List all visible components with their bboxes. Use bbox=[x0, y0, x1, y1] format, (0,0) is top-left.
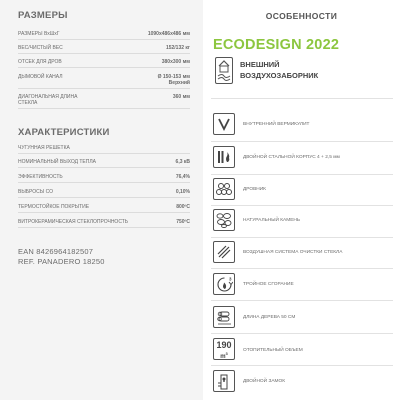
characteristics-title: ХАРАКТЕРИСТИКИ bbox=[18, 127, 110, 138]
triple-combustion-icon bbox=[213, 273, 235, 295]
char-value: 750ºС bbox=[176, 219, 190, 225]
divider bbox=[211, 174, 393, 175]
spec-value: Ø 150-153 мм bbox=[157, 74, 190, 80]
divider bbox=[18, 197, 190, 198]
dimensions-title: РАЗМЕРЫ bbox=[18, 10, 68, 21]
divider bbox=[18, 108, 190, 109]
char-label: ЧУГУННАЯ РЕШЕТКА bbox=[18, 145, 70, 151]
feature-label: ВОЗДУШНАЯ СИСТЕМА ОЧИСТКИ СТЕКЛА bbox=[243, 250, 343, 255]
ean-code: EAN 8426964182507 bbox=[18, 247, 94, 256]
divider bbox=[211, 141, 393, 142]
char-value: 6,3 кВ bbox=[175, 159, 190, 165]
glass-cleaning-icon bbox=[213, 241, 235, 263]
feature-label: ДРОВНИК bbox=[243, 187, 266, 192]
char-value: 0,10% bbox=[175, 189, 190, 195]
spec-label: ВЕС/ЧИСТЫЙ ВЕС bbox=[18, 45, 63, 51]
divider bbox=[211, 205, 393, 206]
double-steel-body-icon bbox=[213, 146, 235, 168]
divider bbox=[18, 153, 190, 154]
spec-value-secondary: Верхний bbox=[168, 80, 190, 86]
spec-label: РАЗМЕРЫ ВхШхГ bbox=[18, 31, 60, 37]
divider bbox=[211, 365, 393, 366]
divider bbox=[18, 167, 190, 168]
ref-code: REF. PANADERO 18250 bbox=[18, 257, 105, 266]
feature-label: ТРОЙНОЕ СГОРАНИЕ bbox=[243, 282, 294, 287]
feature-label: ДВОЙНОЙ ЗАМОК bbox=[243, 379, 286, 384]
spec-value: 360 мм bbox=[172, 94, 190, 100]
features-title: ОСОБЕННОСТИ bbox=[265, 11, 338, 21]
spec-label: ДЫМОВОЙ КАНАЛ bbox=[18, 74, 63, 80]
external-air-line1: ВНЕШНИЙ bbox=[240, 60, 280, 69]
char-label: ТЕРМОСТОЙКОЕ ПОКРЫТИЕ bbox=[18, 204, 90, 210]
feature-label: ДВОЙНОЙ СТАЛЬНОЙ КОРПУС 4 + 2,5 мм bbox=[243, 155, 340, 160]
char-label: ВЫБРОСЫ СО bbox=[18, 189, 53, 195]
volume-unit: $m^3$ bbox=[220, 351, 228, 360]
char-label: ЭФФЕКТИВНОСТЬ bbox=[18, 174, 63, 180]
spec-value: 380х300 мм bbox=[161, 59, 190, 65]
spec-value: 152/132 кг bbox=[165, 45, 190, 51]
divider bbox=[18, 212, 190, 213]
ecodesign-label: ECODESIGN 2022 bbox=[213, 37, 340, 53]
feature-label: ВНУТРЕННИЙ ВЕРМИКУЛИТ bbox=[243, 122, 310, 127]
char-label: НОМИНАЛЬНЫЙ ВЫХОД ТЕПЛА bbox=[18, 159, 96, 165]
volume-value: 190 bbox=[216, 340, 232, 350]
divider bbox=[211, 333, 393, 334]
divider bbox=[18, 227, 190, 228]
triple-count: 3 bbox=[228, 276, 232, 281]
spec-label: ДИАГОНАЛЬНАЯ ДЛИНА bbox=[18, 94, 78, 100]
heating-volume-icon bbox=[213, 338, 235, 360]
divider bbox=[18, 53, 190, 54]
features-panel bbox=[203, 0, 400, 400]
feature-label: НАТУРАЛЬНЫЙ КАМЕНЬ bbox=[243, 218, 301, 223]
divider bbox=[18, 182, 190, 183]
spec-value: 1090х486х486 мм bbox=[147, 31, 190, 37]
spec-label: ОТСЕК ДЛЯ ДРОВ bbox=[18, 59, 62, 65]
divider bbox=[211, 300, 393, 301]
external-air-label bbox=[240, 59, 318, 81]
divider bbox=[18, 88, 190, 89]
feature-label: ДЛИНА ДЕРЕВА 50 СМ bbox=[243, 315, 296, 320]
divider bbox=[211, 268, 393, 269]
char-label: ВИТРОКЕРАМИЧЕСКАЯ СТЕКЛОПРОЧНОСТЬ bbox=[18, 219, 129, 225]
vermiculite-icon bbox=[213, 113, 235, 135]
divider bbox=[211, 237, 393, 238]
double-lock-icon bbox=[213, 370, 235, 392]
log-length-icon bbox=[213, 306, 235, 328]
divider bbox=[211, 98, 393, 99]
wood-store-icon bbox=[213, 178, 235, 200]
feature-label: ОТОПИТЕЛЬНЫЙ ОБЪЕМ bbox=[243, 348, 303, 353]
char-value: 800ºС bbox=[176, 204, 190, 210]
spec-label-secondary: СТЕКЛА bbox=[18, 100, 38, 106]
external-air-icon bbox=[215, 57, 233, 84]
divider bbox=[18, 67, 190, 68]
divider bbox=[18, 39, 190, 40]
external-air-line2: ВОЗДУХОЗАБОРНИК bbox=[240, 71, 319, 80]
char-value: 76,4% bbox=[175, 174, 190, 180]
natural-stone-icon bbox=[213, 209, 235, 231]
